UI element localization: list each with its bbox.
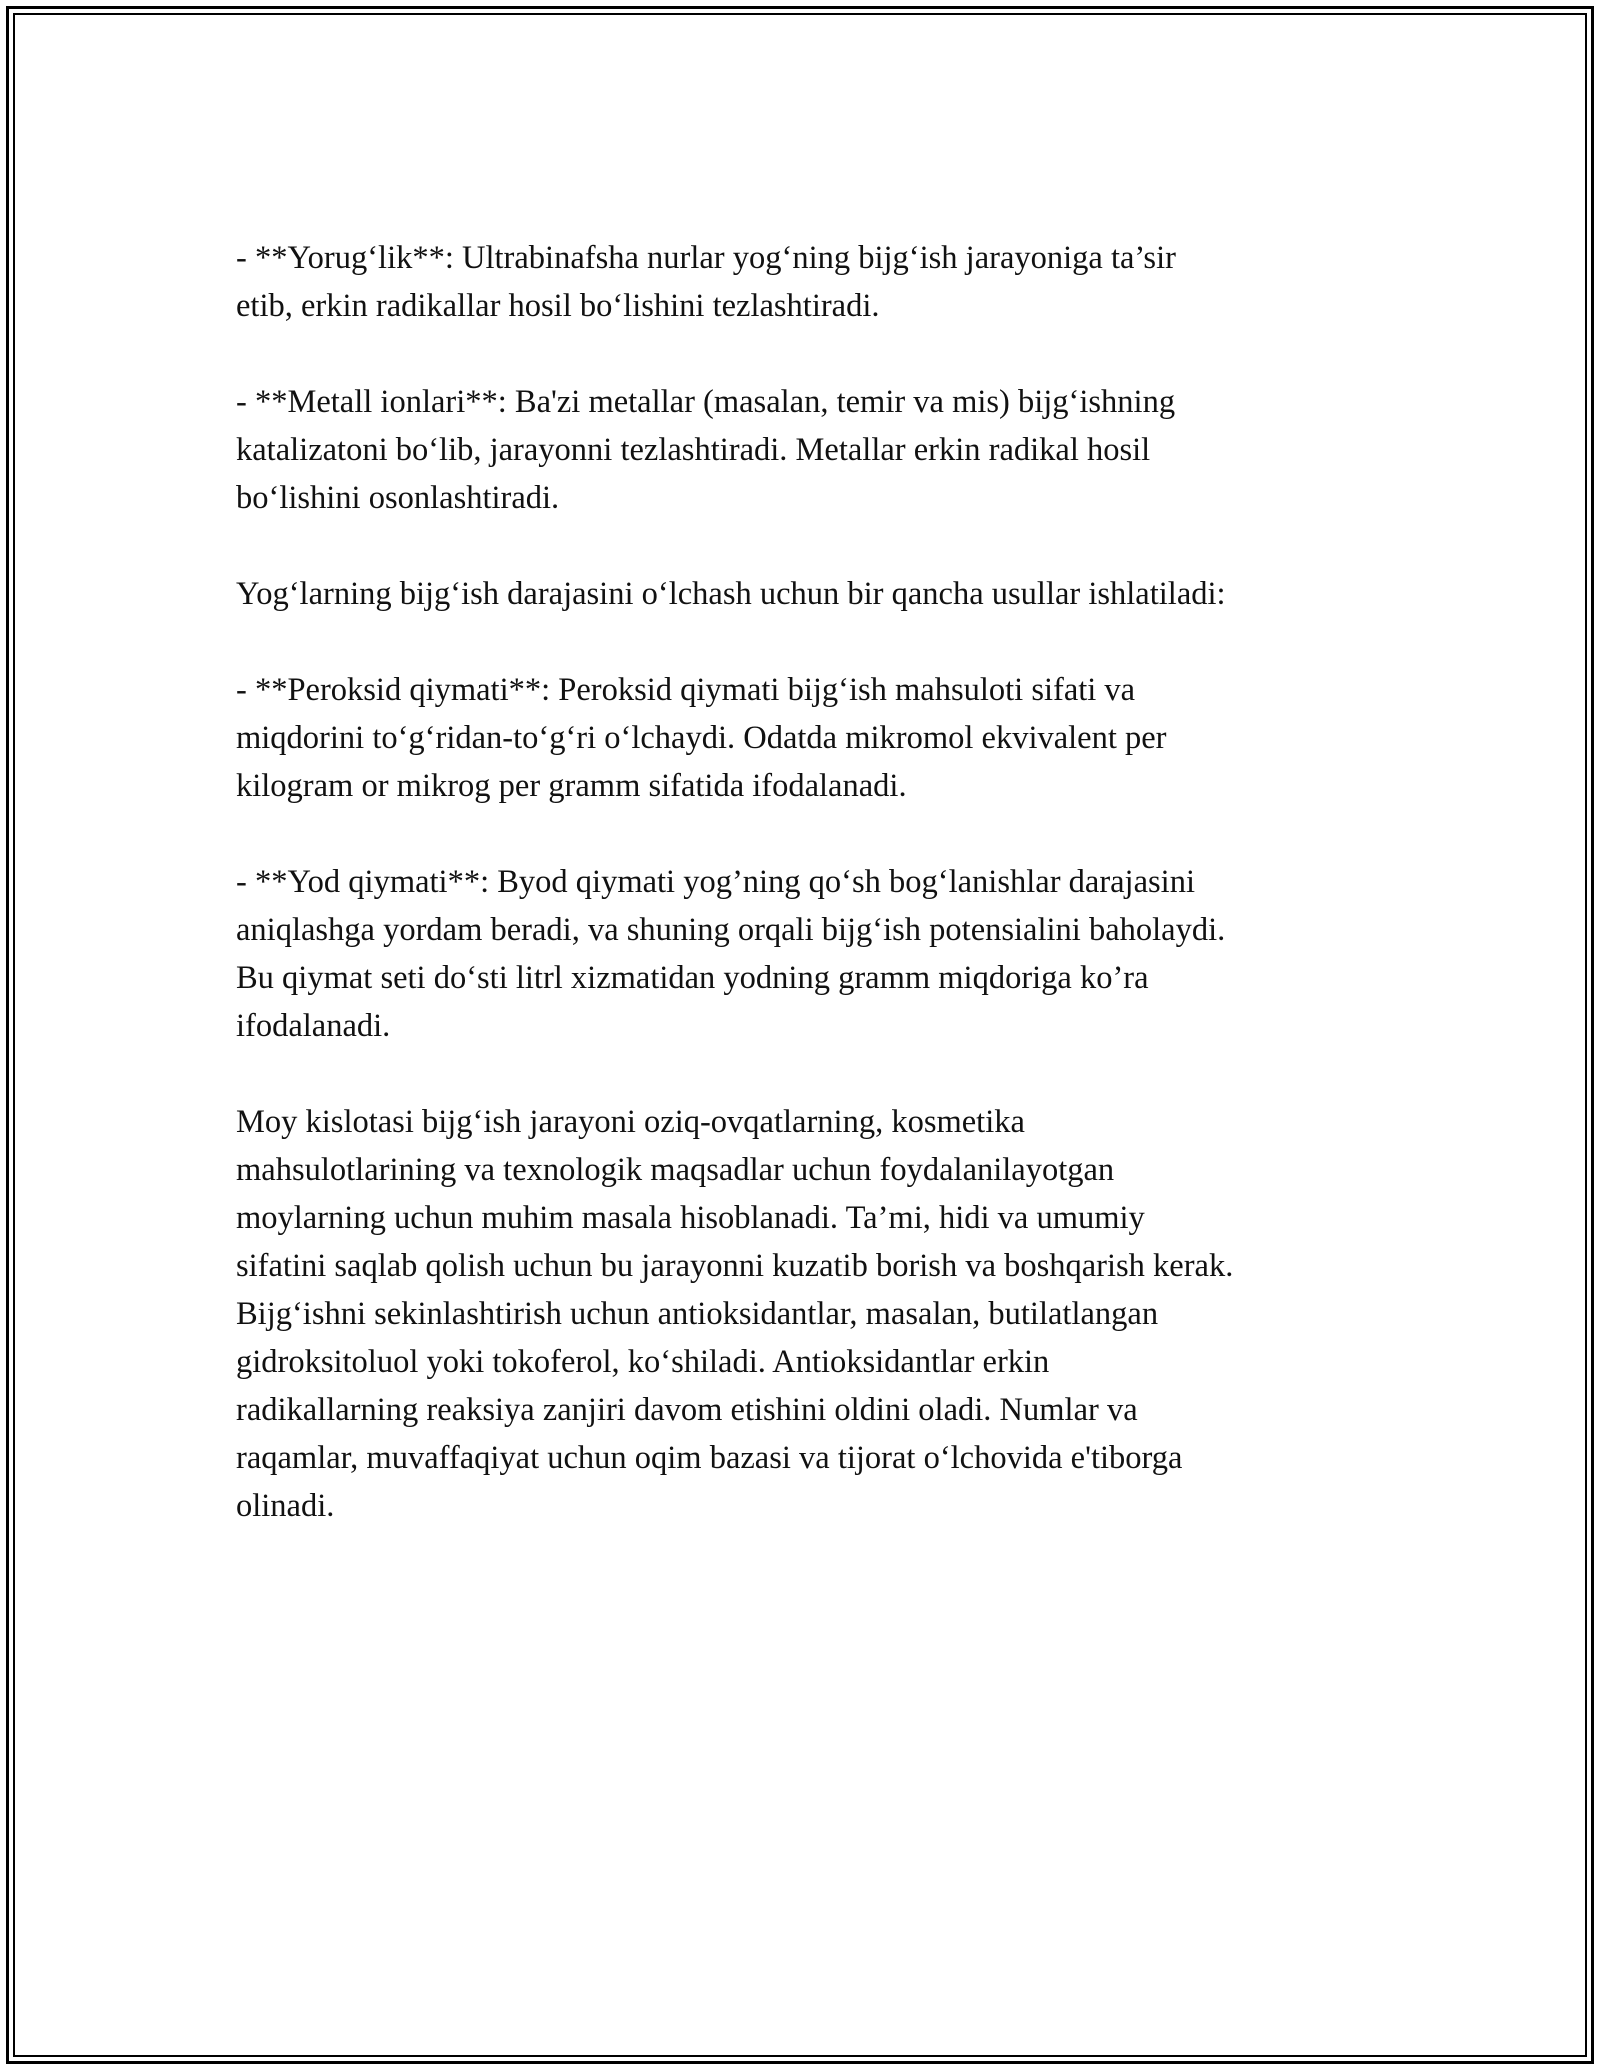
paragraph-measurement-intro — [236, 570, 1366, 618]
text-line: Yog‘larning bijg‘ish darajasini o‘lchash uchun bir qancha usullar ishlatiladi: — [236, 576, 1226, 612]
text-line: - **Yorug‘lik**: Ultrabinafsha nurlar yog‘ning bijg‘ish jarayoniga ta’sir — [236, 240, 1176, 276]
text-line: sifatini saqlab qolish uchun bu jarayonni kuzatib borish va boshqarish kerak. — [236, 1248, 1234, 1284]
text-line: - **Yod qiymati**: Byod qiymati yog’ning qo‘sh bog‘lanishlar darajasini — [236, 864, 1195, 900]
text-line: bo‘lishini osonlashtiradi. — [236, 480, 560, 516]
text-line: Moy kislotasi bijg‘ish jarayoni oziq-ovqatlarning, kosmetika — [236, 1104, 1025, 1140]
paragraph-conclusion — [236, 1098, 1366, 1530]
paragraph-iodine-value — [236, 858, 1366, 1050]
text-line: katalizatoni bo‘lib, jarayonni tezlashtiradi. Metallar erkin radikal hosil — [236, 432, 1151, 468]
text-line: ifodalanadi. — [236, 1008, 391, 1044]
text-line: etib, erkin radikallar hosil bo‘lishini tezlashtiradi. — [236, 288, 880, 324]
text-line: kilogram or mikrog per gramm sifatida ifodalanadi. — [236, 768, 907, 804]
text-line: gidroksitoluol yoki tokoferol, ko‘shiladi. Antioksidantlar erkin — [236, 1344, 1050, 1380]
text-line: radikallarning reaksiya zanjiri davom etishini oldini oladi. Numlar va — [236, 1392, 1138, 1428]
text-line: aniqlashga yordam beradi, va shuning orqali bijg‘ish potensialini baholaydi. — [236, 912, 1226, 948]
text-line: olinadi. — [236, 1488, 335, 1524]
text-line: raqamlar, muvaffaqiyat uchun oqim bazasi va tijorat o‘lchovida e'tiborga — [236, 1440, 1183, 1476]
text-line: mahsulotlarining va texnologik maqsadlar uchun foydalanilayotgan — [236, 1152, 1115, 1188]
paragraph-light — [236, 234, 1366, 330]
text-line: miqdorini to‘g‘ridan-to‘g‘ri o‘lchaydi. Odatda mikromol ekvivalent per — [236, 720, 1167, 756]
text-line: - **Metall ionlari**: Ba'zi metallar (masalan, temir va mis) bijg‘ishning — [236, 384, 1176, 420]
text-line: - **Peroksid qiymati**: Peroksid qiymati bijg‘ish mahsuloti sifati va — [236, 672, 1136, 708]
text-line: Bu qiymat seti do‘sti litrl xizmatidan yodning gramm miqdoriga ko’ra — [236, 960, 1149, 996]
paragraph-peroxide-value — [236, 666, 1366, 810]
document-body — [236, 234, 1366, 1530]
paragraph-metal-ions — [236, 378, 1366, 522]
text-line: Bijg‘ishni sekinlashtirish uchun antioksidantlar, masalan, butilatlangan — [236, 1296, 1159, 1332]
text-line: moylarning uchun muhim masala hisoblanadi. Ta’mi, hidi va umumiy — [236, 1200, 1145, 1236]
